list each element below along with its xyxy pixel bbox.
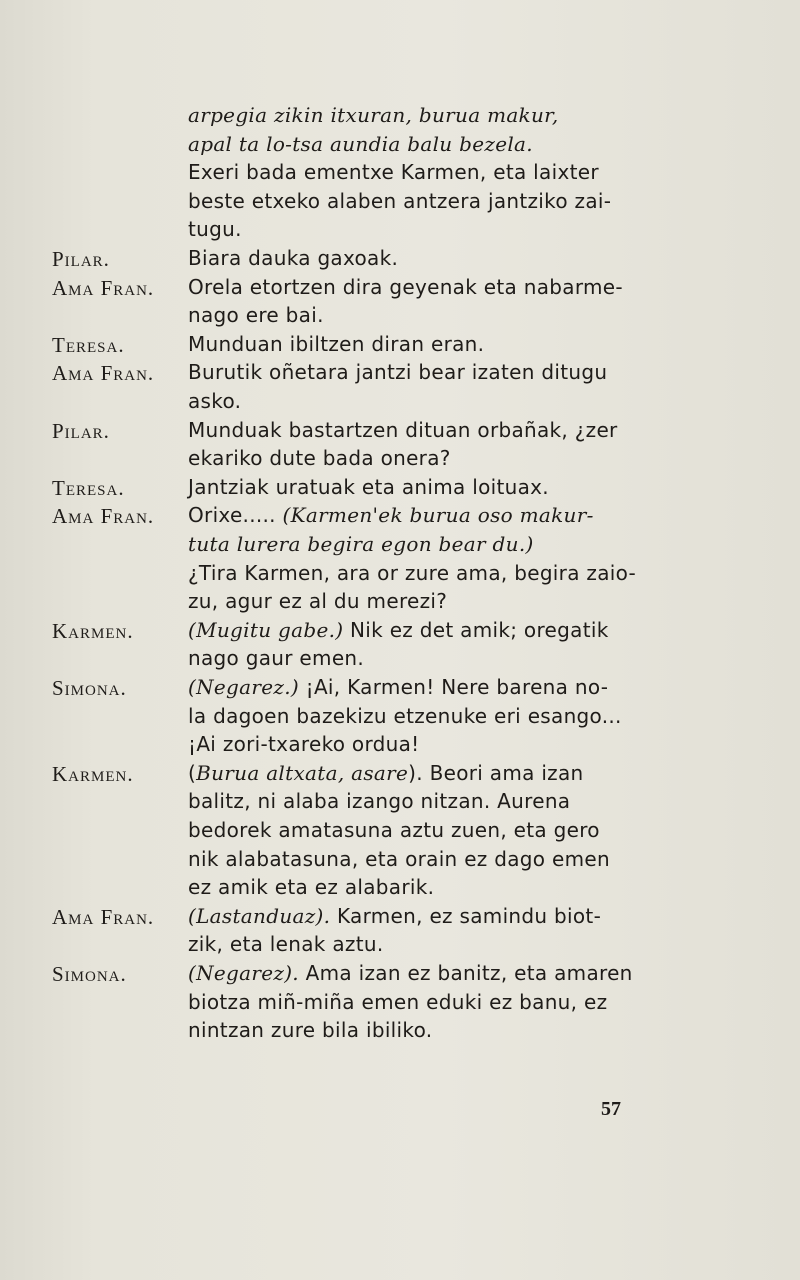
dialogue-text: Munduan ibiltzen diran eran. [188,332,485,356]
dialogue-text: Biara dauka gaxoak. [188,246,399,270]
text-line [188,761,584,785]
speaker-name: Ama Fran. [52,504,155,528]
text-line [188,675,608,699]
stage-direction: (Mugitu gabe.) [188,618,344,642]
text-line [188,475,549,499]
dialogue-text: ¿Tira Karmen, ara or zure ama, begira zaio- [188,561,637,585]
dialogue-text: Munduak bastartzen dituan orbañak, ¿zer [188,418,618,442]
speaker-name: Ama Fran. [52,276,155,300]
text-line [188,818,600,842]
speaker-name: Pilar. [52,247,110,271]
dialogue-text: tugu. [188,217,242,241]
stage-direction: (Negarez). [188,961,299,985]
speaker-name: Pilar. [52,419,110,443]
dialogue-text: la dagoen bazekizu etzenuke eri esango... [188,704,622,728]
dialogue-text: bedorek amatasuna aztu zuen, eta gero [188,818,600,842]
text-line [188,732,419,756]
stage-direction: arpegia zikin itxuran, burua makur, [188,103,559,127]
text-line [188,789,570,813]
speaker-name: Ama Fran. [52,905,155,929]
text-line [188,160,599,184]
speaker-name: Teresa. [52,333,125,357]
dialogue-text: ¡Ai, Karmen! Nere barena no- [298,675,609,699]
speaker-name: Teresa. [52,476,125,500]
text-line [188,532,534,556]
text-line [188,704,622,728]
text-line [188,961,633,985]
stage-direction: tuta lurera begira egon bear du.) [188,532,534,556]
text-line [188,1018,432,1042]
text-line [188,618,609,642]
dialogue-text: zik, eta lenak aztu. [188,932,384,956]
text-line [188,561,636,585]
dialogue-text: ). Beori ama izan [408,761,584,785]
text-line [188,646,364,670]
dialogue-text: ekariko dute bada onera? [188,446,451,470]
text-line [188,217,242,241]
text-line [188,932,383,956]
text-line [188,389,241,413]
text-line [188,132,533,156]
dialogue-text: nintzan zure bila ibiliko. [188,1018,433,1042]
text-line [188,990,607,1014]
text-line [188,446,451,470]
dialogue-text: ( [188,761,197,785]
stage-direction: apal ta lo-tsa aundia balu bezela. [188,132,533,156]
speaker-name: Simona. [52,962,127,986]
dialogue-text: beste etxeko alaben antzera jantziko zai- [188,189,612,213]
dialogue-text: balitz, ni alaba izango nitzan. Aurena [188,789,571,813]
dialogue-text: ez amik eta ez alabarik. [188,875,435,899]
text-line [188,189,611,213]
text-line [188,246,398,270]
speaker-name: Karmen. [52,762,134,786]
stage-direction: Burua altxata, asare [196,761,409,785]
dialogue-text: biotza miñ-miña emen eduki ez banu, ez [188,990,608,1014]
dialogue-text: zu, agur ez al du merezi? [188,589,448,613]
text-line [188,360,607,384]
speaker-name: Ama Fran. [52,361,155,385]
stage-direction: (Negarez.) [188,675,299,699]
dialogue-text: Exeri bada ementxe Karmen, eta laixter [188,160,599,184]
text-line [188,418,618,442]
stage-direction: (Lastanduaz). [188,904,331,928]
text-line [188,332,484,356]
dialogue-text: nik alabatasuna, eta orain ez dago emen [188,847,610,871]
text-line [188,503,594,527]
dialogue-text: Nik ez det amik; oregatik [343,618,609,642]
speaker-name: Simona. [52,676,127,700]
speaker-name: Karmen. [52,619,134,643]
stage-direction: (Karmen'ek burua oso makur- [282,503,594,527]
text-line [188,275,623,299]
dialogue-text: ¡Ai zori-txareko ordua! [188,732,420,756]
text-line [188,875,434,899]
page-number: 57 [601,1098,621,1120]
dialogue-text: asko. [188,389,242,413]
dialogue-text: Karmen, ez samindu biot- [330,904,602,928]
text-line [188,904,601,928]
dialogue-text: Jantziak uratuak eta anima loituax. [188,475,549,499]
dialogue-text: nago gaur emen. [188,646,365,670]
dialogue-text: Orela etortzen dira geyenak eta nabarme- [188,275,623,299]
text-line [188,303,324,327]
dialogue-text: Burutik oñetara jantzi bear izaten ditugu [188,360,608,384]
text-line [188,103,558,127]
text-line [188,847,610,871]
dialogue-text: Ama izan ez banitz, eta amaren [298,961,633,985]
dialogue-text: nago ere bai. [188,303,324,327]
dialogue-text: Orixe..... [188,503,283,527]
text-line [188,589,447,613]
